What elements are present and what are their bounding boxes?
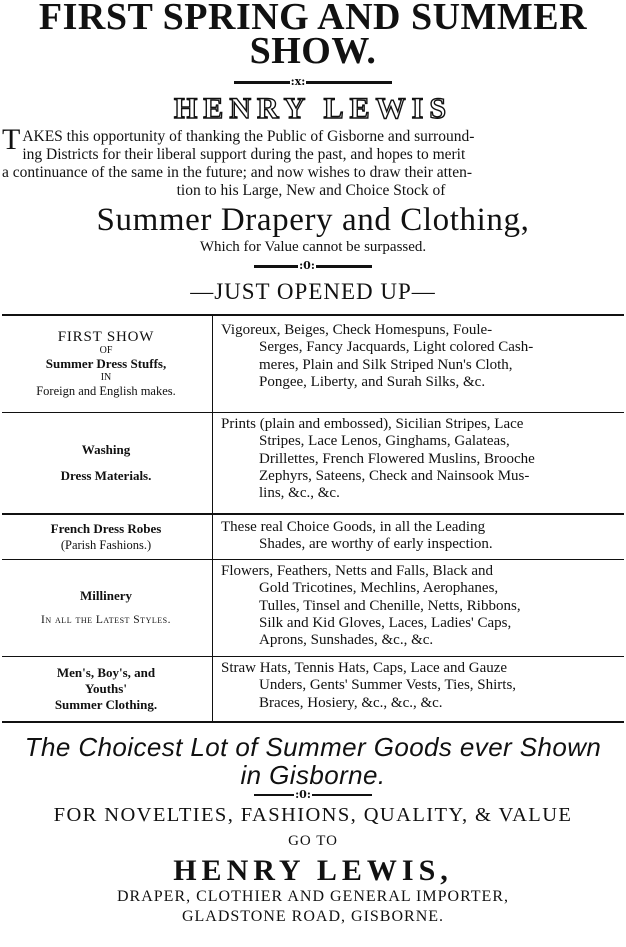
choicest-line-1: The Choicest Lot of Summer Goods ever Shown (24, 732, 602, 762)
rule-bar (254, 265, 298, 268)
category-line: Youths' (85, 681, 127, 696)
ornament-mark: :0: (295, 788, 311, 801)
goods-line: Gold Tricotines, Mechlins, Aerophanes, (259, 580, 499, 597)
ornament-mark: :x: (290, 75, 306, 88)
goods-row-washing-materials (0, 413, 626, 513)
ornament-mark: :0: (299, 259, 315, 272)
category-line: Summer Clothing. (54, 697, 158, 712)
goods-line: Stripes, Lace Lenos, Ginghams, Galateas, (259, 433, 510, 450)
just-opened-heading: —JUST OPENED UP— (190, 279, 436, 304)
business-address: GLADSTONE ROAD, GISBORNE. (181, 908, 445, 925)
goods-line: Shades, are worthy of early inspection. (259, 536, 493, 553)
category-line: Summer Dress Stuffs, (45, 356, 167, 371)
headline-line-1: FIRST SPRING AND SUMMER (38, 0, 588, 38)
goods-line: Serges, Fancy Jacquards, Light colored Cash- (259, 339, 534, 356)
ornament-rule (0, 789, 626, 801)
row-goods-list (213, 560, 626, 656)
goods-row-millinery (0, 560, 626, 656)
ornament-rule (0, 260, 626, 272)
goods-line: Prints (plain and embossed), Sicilian Stripes, Lace (221, 416, 524, 432)
goods-line: Drillettes, French Flowered Muslins, Brooche (259, 450, 535, 467)
title-subline: Which for Value cannot be surpassed. (199, 239, 427, 255)
footer-merchant-name: HENRY LEWIS, (173, 854, 453, 887)
category-line: IN (100, 372, 112, 383)
goods-line: These real Choice Goods, in all the Leading (221, 519, 486, 535)
goods-line: Pongee, Liberty, and Surah Silks, &c. (259, 373, 486, 390)
novelties-line: FOR NOVELTIES, FASHIONS, QUALITY, & VALUE (53, 804, 573, 826)
divider (2, 721, 624, 723)
intro-paragraph (2, 123, 620, 200)
goods-line: Unders, Gents' Summer Vests, Ties, Shirts, (259, 677, 517, 694)
rule-bar (312, 794, 372, 796)
drop-cap: T (2, 123, 21, 156)
business-description: DRAPER, CLOTHIER AND GENERAL IMPORTER, (116, 888, 509, 905)
main-title: Summer Drapery and Clothing, (96, 202, 530, 238)
rule-bar (316, 265, 372, 268)
goods-line: Flowers, Feathers, Netts and Falls, Black and (221, 563, 494, 579)
goods-row-dress-robes (0, 515, 626, 559)
category-line: Men's, Boy's, and (56, 665, 156, 680)
intro-line: AKES this opportunity of thanking the Public of Gisborne and surround- (22, 128, 475, 145)
intro-line: ing Districts for their liberal support during the past, and hopes to merit (22, 146, 466, 163)
goods-line: lins, &c., &c. (259, 485, 340, 502)
rule-bar (254, 794, 294, 796)
goods-line: Zephyrs, Sateens, Check and Nainsook Mus- (259, 467, 530, 484)
row-goods-list (213, 316, 626, 412)
row-goods-list (213, 413, 626, 513)
category-line: In all the Latest Styles. (41, 614, 171, 626)
goods-line: Straw Hats, Tennis Hats, Caps, Lace and Gauze (221, 660, 508, 676)
intro-line: tion to his Large, New and Choice Stock of (176, 182, 446, 199)
row-category (0, 515, 213, 559)
goods-row-clothing (0, 657, 626, 721)
row-category (0, 316, 213, 412)
goods-line: Silk and Kid Gloves, Laces, Ladies' Caps, (259, 614, 512, 631)
headline-line-2: SHOW. (249, 30, 377, 72)
choicest-line-2: in Gisborne. (240, 760, 386, 790)
category-line: Millinery (80, 588, 132, 603)
row-category (0, 657, 213, 721)
category-line: (Parish Fashions.) (60, 538, 152, 552)
goods-line: Tulles, Tinsel and Chenille, Netts, Ribbons, (259, 597, 521, 614)
category-line: Dress Materials. (60, 468, 152, 483)
category-line: Washing (81, 442, 131, 457)
category-line: French Dress Robes (50, 521, 162, 536)
merchant-name: HENRY LEWIS (173, 92, 453, 125)
row-category (0, 560, 213, 656)
row-goods-list (213, 515, 626, 559)
category-line: FIRST SHOW (57, 329, 155, 345)
goods-line: Braces, Hosiery, &c., &c., &c. (259, 694, 443, 711)
row-goods-list (213, 657, 626, 721)
goods-row-dress-stuffs (0, 316, 626, 412)
row-category (0, 413, 213, 513)
goods-line: Vigoreux, Beiges, Check Homespuns, Foule- (221, 322, 493, 338)
category-line: Foreign and English makes. (36, 384, 176, 398)
go-to-line: GO TO (288, 833, 338, 849)
goods-line: Aprons, Sunshades, &c., &c. (259, 632, 434, 649)
goods-line: meres, Plain and Silk Striped Nun's Cloth, (259, 356, 513, 373)
ornament-rule (0, 76, 626, 88)
rule-bar (234, 81, 290, 84)
intro-line: a continuance of the same in the future; and now wishes to draw their atten- (2, 164, 473, 181)
category-line: OF (99, 345, 113, 356)
rule-bar (306, 81, 392, 84)
